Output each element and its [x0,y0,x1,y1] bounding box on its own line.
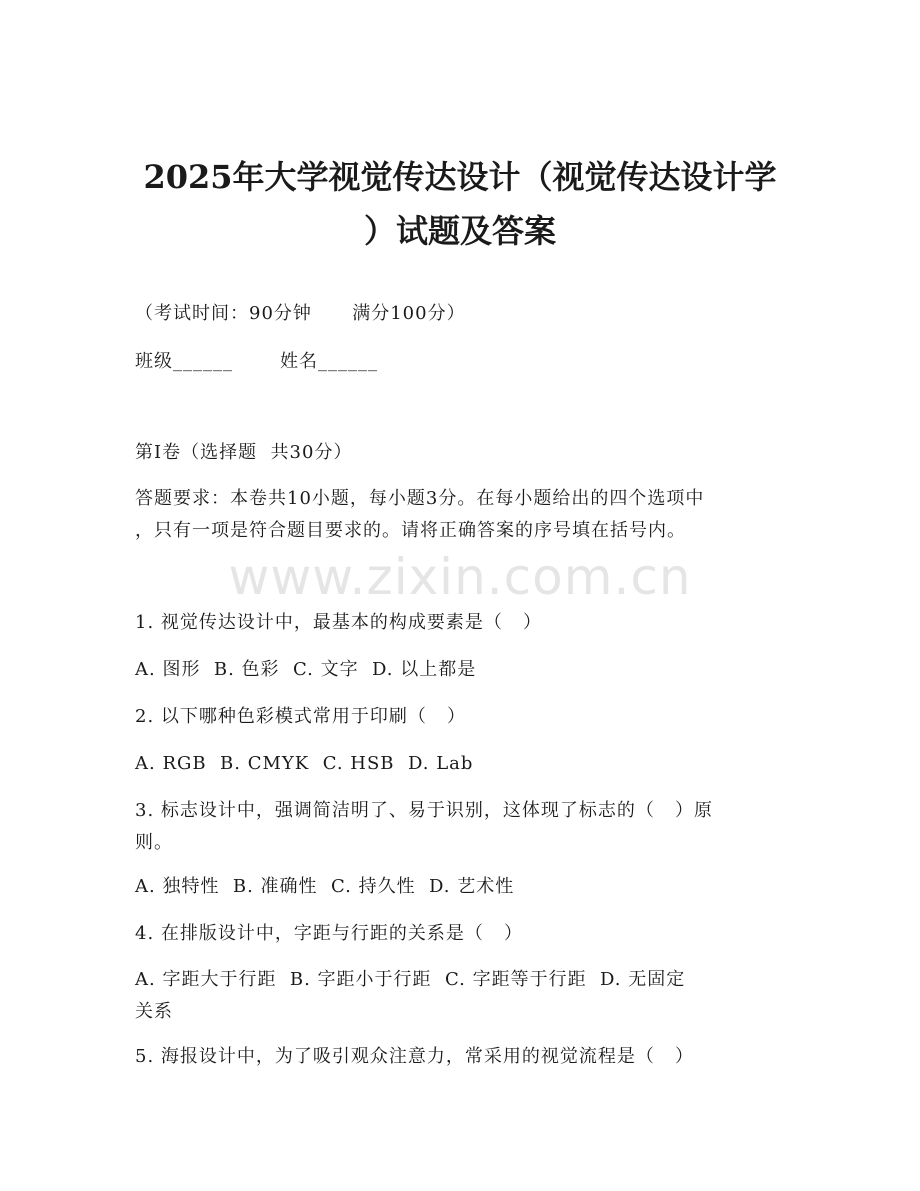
instructions-line-1: 答题要求：本卷共10小题，每小题3分。在每小题给出的四个选项中 [135,488,705,509]
question-3-continued: 则。 [135,832,173,853]
section-title: 第I卷（选择题 共30分） [135,442,353,463]
title-line-1: 2025年大学视觉传达设计（视觉传达设计学 [143,158,777,196]
class-name-fields: 班级______ 姓名______ [135,351,379,372]
question-4: 4. 在排版设计中，字距与行距的关系是（ ） [135,923,524,944]
question-2-options: A. RGB B. CMYK C. HSB D. Lab [135,753,474,774]
instructions-line-2: ，只有一项是符合题目要求的。请将正确答案的序号填在括号内。 [135,520,686,541]
question-3-options: A. 独特性 B. 准确性 C. 持久性 D. 艺术性 [135,876,515,897]
title-line-2: ）试题及答案 [363,212,556,250]
question-1-options: A. 图形 B. 色彩 C. 文字 D. 以上都是 [135,659,477,680]
question-1: 1. 视觉传达设计中，最基本的构成要素是（ ） [135,612,543,633]
question-4-options-continued: 关系 [135,1001,173,1022]
watermark: www.zixin.com.cn [228,548,692,606]
question-3: 3. 标志设计中，强调简洁明了、易于识别，这体现了标志的（ ）原 [135,800,714,821]
question-4-options: A. 字距大于行距 B. 字距小于行距 C. 字距等于行距 D. 无固定 [135,969,686,990]
question-2: 2. 以下哪种色彩模式常用于印刷（ ） [135,706,467,727]
question-5: 5. 海报设计中，为了吸引观众注意力，常采用的视觉流程是（ ） [135,1046,695,1067]
document-title [90,150,830,258]
exam-info: （考试时间：90分钟 满分100分） [135,303,466,324]
